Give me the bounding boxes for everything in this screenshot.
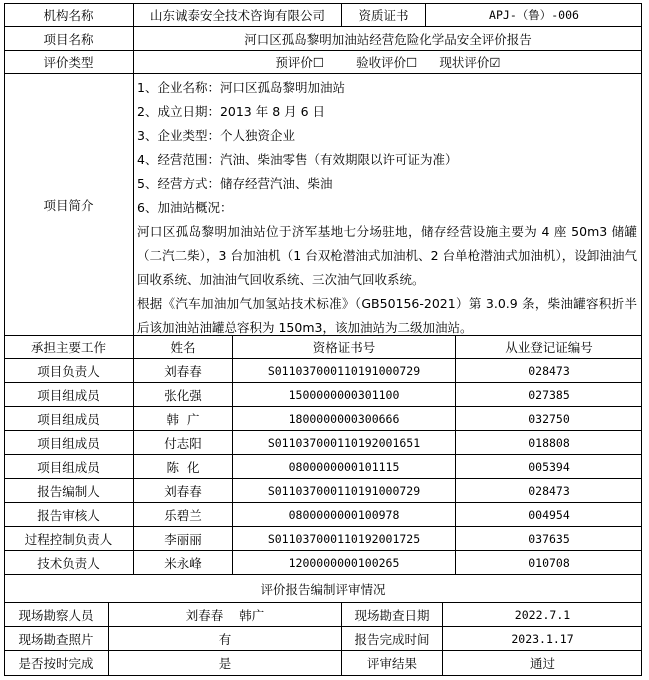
intro-paragraph: 根据《汽车加油加气加氢站技术标准》（GB50156-2021）第 3.0.9 条，柴油罐容积折半后该加油站油罐总容积为 150m3，该加油站为二级加油站。 bbox=[137, 296, 637, 335]
staff-name: 米永峰 bbox=[164, 555, 202, 571]
staff-name: 刘春春 bbox=[164, 483, 202, 499]
staff-name: 韩 广 bbox=[166, 411, 200, 427]
staff-reg: 028473 bbox=[528, 363, 570, 378]
staff-role: 过程控制负责人 bbox=[24, 531, 113, 547]
staff-reg: 005394 bbox=[528, 459, 570, 474]
staff-name: 付志阳 bbox=[164, 435, 202, 451]
staff-name: 张化强 bbox=[164, 387, 202, 403]
staff-role: 报告审核人 bbox=[37, 507, 100, 523]
staff-cert: S011037000110191000729 bbox=[267, 483, 421, 498]
ontime-label: 是否按时完成 bbox=[18, 656, 94, 671]
staff-reg: 027385 bbox=[528, 387, 570, 402]
finish-value: 2023.1.17 bbox=[511, 631, 574, 646]
staff-header-role: 承担主要工作 bbox=[30, 340, 106, 355]
staff-reg: 004954 bbox=[528, 507, 570, 522]
eval-type-options bbox=[134, 51, 642, 73]
option-pre-eval: 预评价☐ bbox=[275, 55, 325, 70]
result-value: 通过 bbox=[529, 656, 555, 671]
photo-value: 有 bbox=[218, 631, 232, 647]
staff-role: 报告编制人 bbox=[37, 483, 100, 499]
intro-item: 4、经营范围：汽油、柴油零售（有效期限以许可证为准） bbox=[137, 152, 458, 167]
project-label: 项目名称 bbox=[43, 31, 94, 47]
eval-type-label: 评价类型 bbox=[43, 55, 94, 70]
option-acceptance-eval: 验收评价☐ bbox=[356, 55, 418, 70]
site-staff-value: 刘春春 韩广 bbox=[185, 607, 265, 623]
staff-cert: 0800000000101115 bbox=[288, 459, 400, 474]
staff-role: 技术负责人 bbox=[37, 555, 100, 571]
option-status-eval: 现状评价☑ bbox=[439, 55, 501, 70]
intro-item: 1、企业名称：河口区孤岛黎明加油站 bbox=[137, 80, 345, 95]
site-date-value: 2022.7.1 bbox=[514, 607, 571, 622]
staff-cert: S011037000110191000729 bbox=[267, 363, 421, 378]
staff-cert: S011037000110192001651 bbox=[267, 435, 421, 450]
staff-reg: 028473 bbox=[528, 483, 570, 498]
intro-content bbox=[137, 76, 637, 340]
intro-item: 2、成立日期：2013 年 8 月 6 日 bbox=[137, 104, 326, 119]
photo-label: 现场勘查照片 bbox=[18, 631, 94, 647]
intro-item: 5、经营方式：储存经营汽油、柴油 bbox=[137, 176, 333, 191]
staff-name: 刘春春 bbox=[164, 363, 202, 379]
site-staff-label: 现场勘察人员 bbox=[18, 607, 94, 623]
staff-role: 项目组成员 bbox=[37, 435, 100, 451]
review-title: 评价报告编制评审情况 bbox=[260, 581, 386, 597]
staff-role: 项目组成员 bbox=[37, 411, 100, 427]
finish-label: 报告完成时间 bbox=[354, 631, 430, 647]
staff-reg: 032750 bbox=[528, 411, 570, 426]
staff-header-reg: 从业登记证编号 bbox=[505, 340, 593, 355]
cert-value: APJ-（鲁）-006 bbox=[489, 7, 579, 22]
org-value: 山东诚泰安全技术咨询有限公司 bbox=[149, 7, 325, 23]
result-label: 评审结果 bbox=[366, 656, 417, 671]
staff-cert: 0800000000100978 bbox=[288, 507, 400, 522]
staff-header-name: 姓名 bbox=[170, 340, 196, 355]
staff-role: 项目组成员 bbox=[37, 459, 100, 475]
ontime-value: 是 bbox=[218, 656, 232, 671]
intro-paragraph: 河口区孤岛黎明加油站位于济军基地七分场驻地，储存经营设施主要为 4 座 50m3 储罐（二汽二柴），3 台加油机（1 台双枪潜油式加油机、2 台单枪潜油式加油机），设卸油油气回收系统、加油油气回收系统、三次油气回收系统。 bbox=[137, 224, 637, 287]
staff-cert: 1200000000100265 bbox=[288, 555, 400, 570]
staff-cert: 1500000000301100 bbox=[288, 387, 400, 402]
cert-label: 资质证书 bbox=[358, 7, 409, 23]
intro-item: 3、企业类型：个人独资企业 bbox=[137, 128, 295, 143]
staff-reg: 010708 bbox=[528, 555, 570, 570]
staff-reg: 037635 bbox=[528, 531, 570, 546]
staff-name: 乐碧兰 bbox=[164, 507, 202, 523]
staff-cert: 1800000000300666 bbox=[288, 411, 400, 426]
staff-reg: 018808 bbox=[528, 435, 570, 450]
intro-label: 项目简介 bbox=[43, 197, 94, 213]
project-value: 河口区孤岛黎明加油站经营危险化学品安全评价报告 bbox=[244, 31, 532, 47]
staff-name: 陈 化 bbox=[166, 459, 200, 475]
staff-name: 李丽丽 bbox=[164, 531, 202, 547]
intro-item: 6、加油站概况： bbox=[137, 200, 233, 215]
site-date-label: 现场勘查日期 bbox=[354, 607, 430, 623]
staff-role: 项目负责人 bbox=[37, 363, 100, 379]
staff-cert: S011037000110192001725 bbox=[267, 531, 421, 546]
staff-role: 项目组成员 bbox=[37, 387, 100, 403]
staff-header-cert: 资格证书号 bbox=[312, 340, 376, 355]
org-label: 机构名称 bbox=[43, 7, 94, 23]
